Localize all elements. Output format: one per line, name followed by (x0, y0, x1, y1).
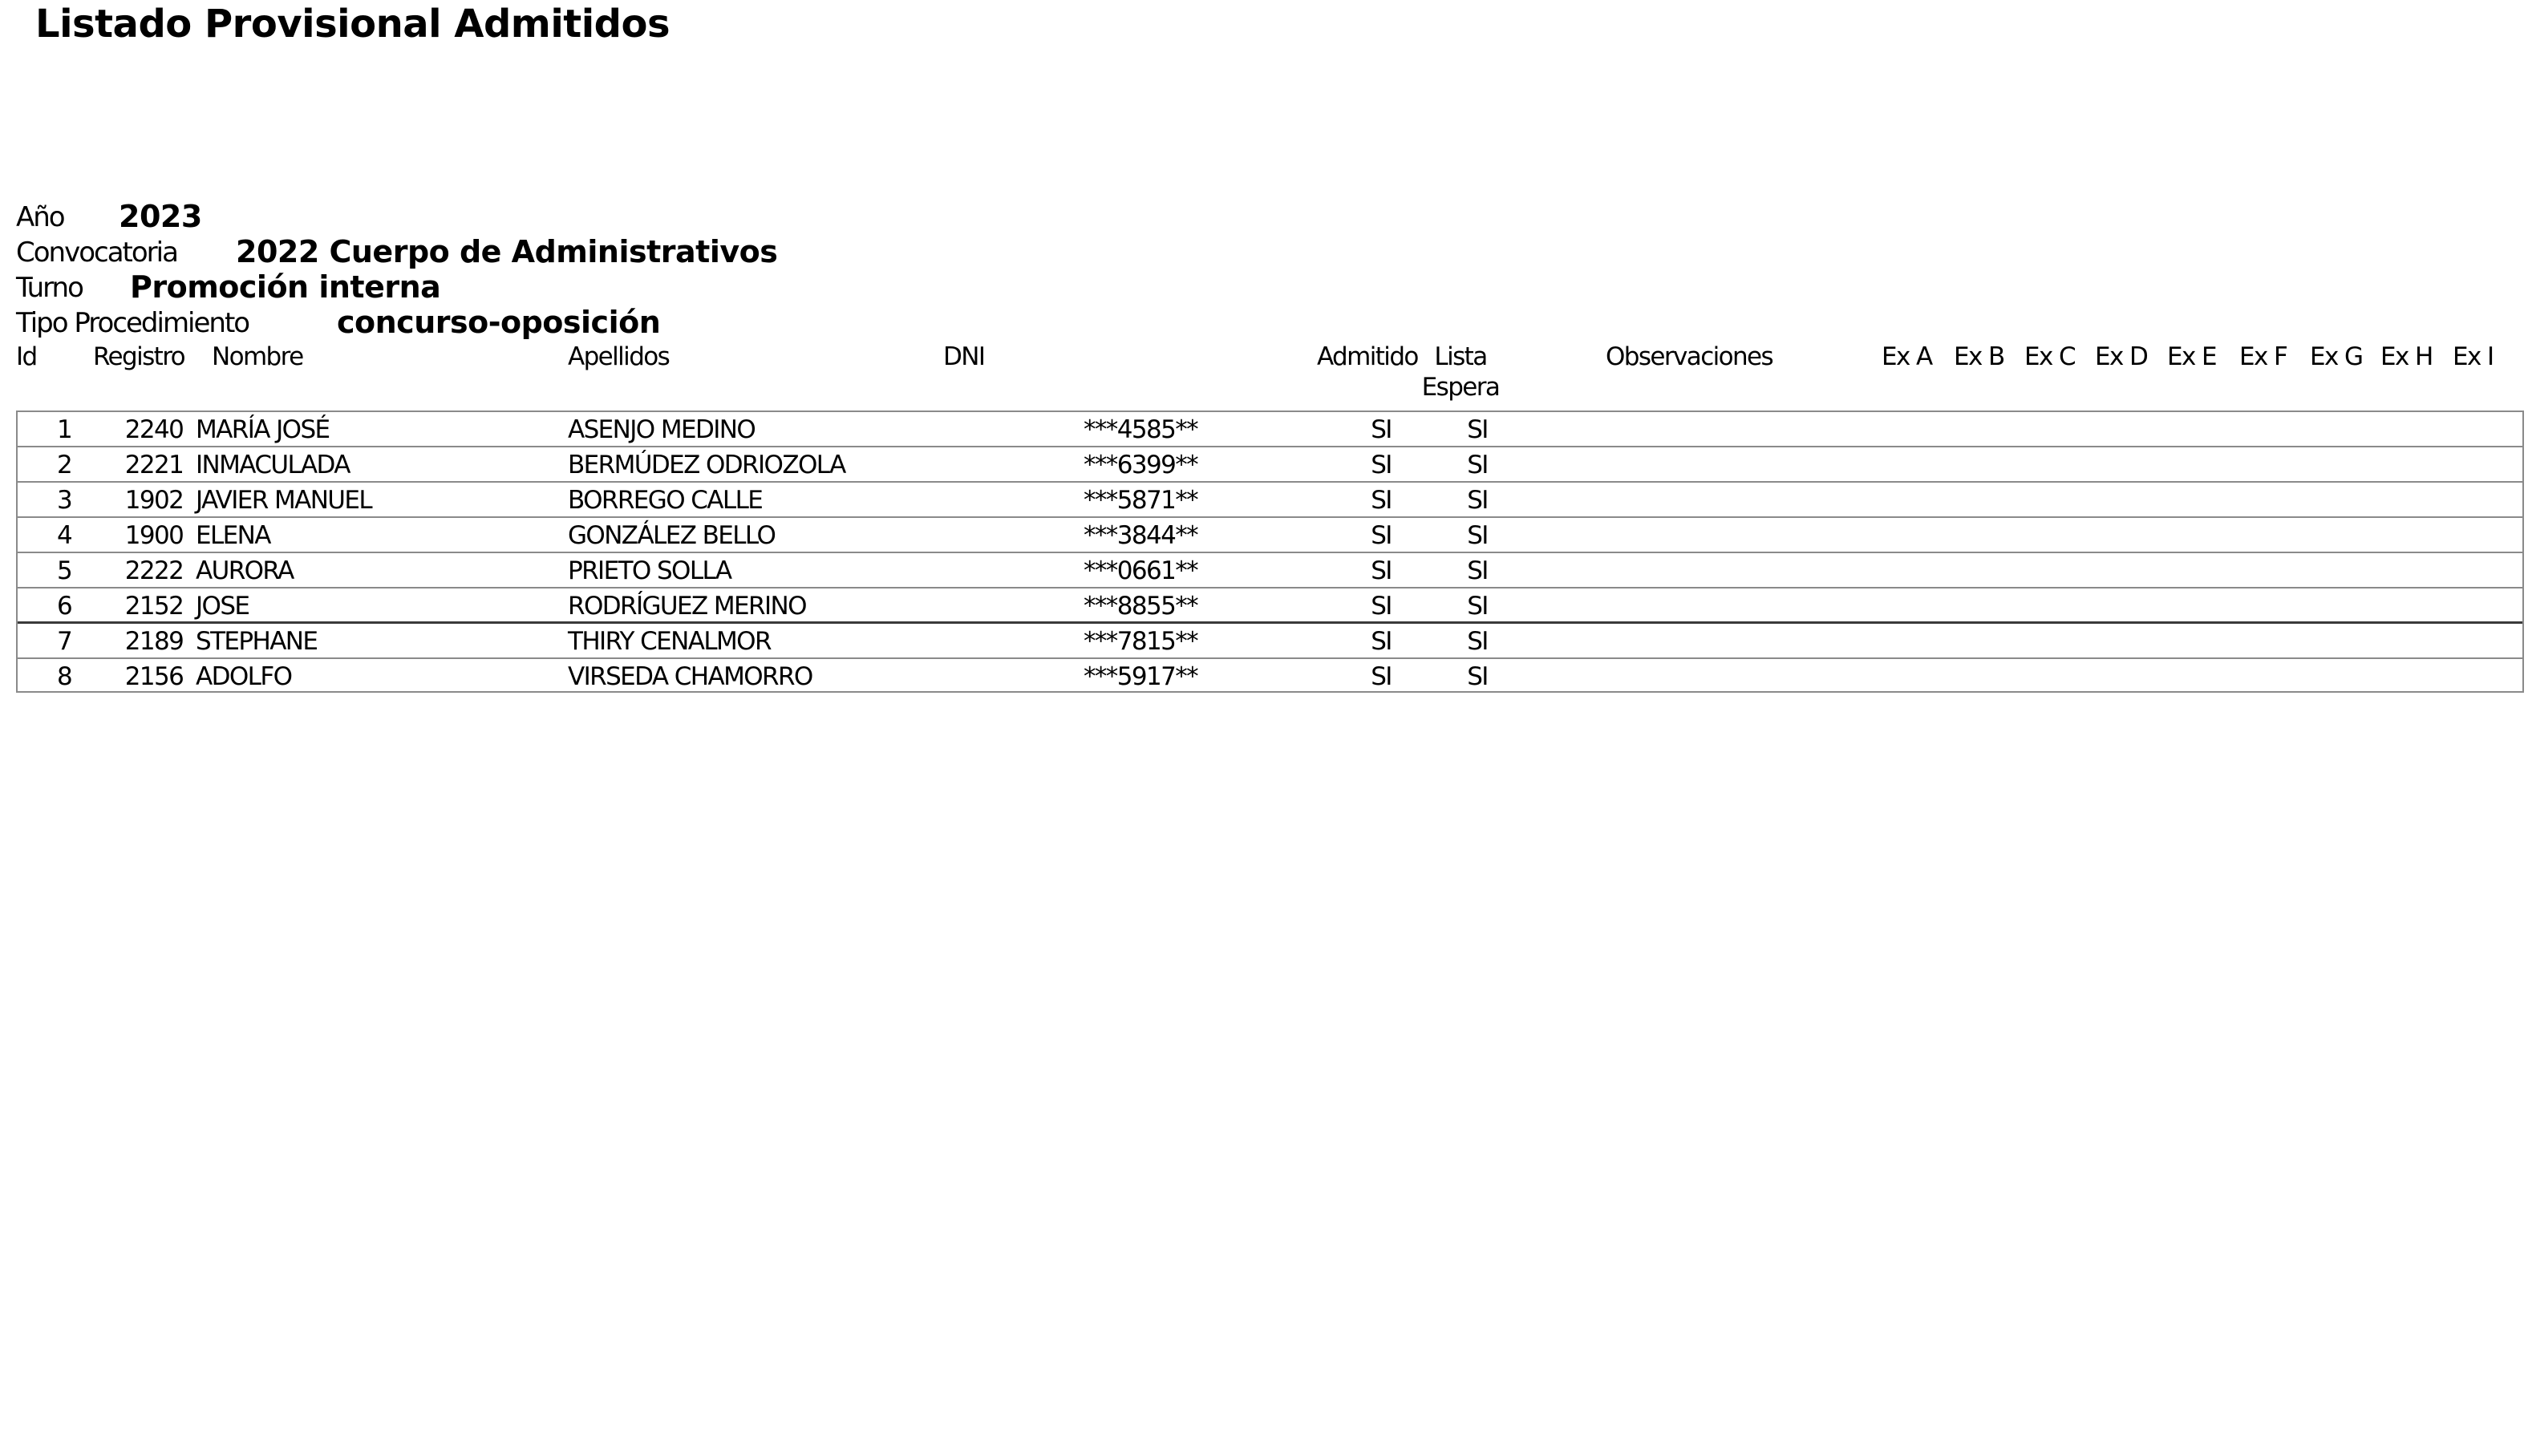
cell-nombre: STEPHANE (196, 627, 318, 656)
cell-nombre: INMACULADA (196, 451, 350, 479)
cell-dni: ***3844** (1084, 521, 1197, 550)
header-ex-h: Ex H (2380, 342, 2433, 371)
cell-apellidos: BORREGO CALLE (568, 486, 763, 515)
cell-registro: 2152 (124, 592, 184, 621)
table-row (18, 412, 2522, 447)
cell-dni: ***5871** (1084, 486, 1197, 515)
header-ex-i: Ex I (2453, 342, 2494, 371)
header-lista-espera (1412, 342, 1509, 402)
cell-admitido: SI (1371, 451, 1392, 479)
cell-registro: 2240 (124, 415, 184, 444)
cell-observaciones (1582, 553, 1822, 588)
cell-lista-espera: SI (1467, 592, 1488, 621)
cell-registro: 1900 (124, 521, 184, 550)
cell-apellidos: RODRÍGUEZ MERINO (568, 592, 806, 621)
cell-apellidos: PRIETO SOLLA (568, 556, 731, 585)
cell-nombre: MARÍA JOSÉ (196, 415, 330, 444)
cell-admitido: SI (1371, 556, 1392, 585)
cell-id: 5 (56, 556, 72, 585)
cell-apellidos: GONZÁLEZ BELLO (568, 521, 776, 550)
header-ex-b: Ex B (1954, 342, 2004, 371)
admitidos-table (16, 411, 2524, 693)
cell-lista-espera: SI (1467, 556, 1488, 585)
cell-id: 3 (56, 486, 72, 515)
cell-dni: ***4585** (1084, 415, 1197, 444)
anio-value: 2023 (119, 199, 202, 234)
header-ex-e: Ex E (2167, 342, 2216, 371)
header-registro: Registro (93, 342, 185, 371)
convocatoria-label: Convocatoria (16, 237, 177, 269)
cell-observaciones (1582, 518, 1822, 553)
cell-dni: ***5917** (1084, 662, 1197, 691)
cell-dni: ***8855** (1084, 592, 1197, 621)
anio-label: Año (16, 201, 64, 233)
table-row (18, 553, 2522, 588)
header-ex-f: Ex F (2239, 342, 2287, 371)
header-ex-g: Ex G (2310, 342, 2363, 371)
page-title: Listado Provisional Admitidos (35, 2, 670, 47)
tipo-procedimiento-label: Tipo Procedimiento (16, 307, 249, 339)
cell-id: 7 (56, 627, 72, 656)
cell-lista-espera: SI (1467, 627, 1488, 656)
cell-dni: ***7815** (1084, 627, 1197, 656)
cell-observaciones (1582, 624, 1822, 659)
cell-admitido: SI (1371, 662, 1392, 691)
cell-registro: 2189 (124, 627, 184, 656)
turno-value: Promoción interna (130, 269, 441, 305)
convocatoria-value: 2022 Cuerpo de Administrativos (236, 234, 778, 269)
header-observaciones: Observaciones (1606, 342, 1773, 371)
header-admitido: Admitido (1317, 342, 1418, 371)
cell-nombre: AURORA (196, 556, 294, 585)
cell-registro: 1902 (124, 486, 184, 515)
table-row (18, 518, 2522, 553)
header-lista-line2: Espera (1421, 373, 1500, 402)
header-apellidos: Apellidos (568, 342, 670, 371)
cell-lista-espera: SI (1467, 521, 1488, 550)
cell-admitido: SI (1371, 486, 1392, 515)
turno-label: Turno (16, 272, 83, 304)
table-row (18, 624, 2522, 659)
cell-observaciones (1582, 588, 1822, 624)
cell-observaciones (1582, 447, 1822, 483)
cell-nombre: JOSE (196, 592, 249, 621)
table-row (18, 447, 2522, 483)
cell-lista-espera: SI (1467, 451, 1488, 479)
cell-nombre: ADOLFO (196, 662, 292, 691)
cell-lista-espera: SI (1467, 486, 1488, 515)
cell-lista-espera: SI (1467, 662, 1488, 691)
header-ex-c: Ex C (2024, 342, 2076, 371)
header-nombre: Nombre (212, 342, 303, 371)
cell-id: 2 (56, 451, 72, 479)
table-row (18, 483, 2522, 518)
cell-admitido: SI (1371, 592, 1392, 621)
table-row (18, 659, 2522, 694)
header-ex-a: Ex A (1882, 342, 1932, 371)
cell-admitido: SI (1371, 415, 1392, 444)
cell-observaciones (1582, 483, 1822, 518)
cell-id: 1 (56, 415, 72, 444)
cell-admitido: SI (1371, 521, 1392, 550)
table-row (18, 588, 2522, 624)
cell-registro: 2156 (124, 662, 184, 691)
cell-id: 8 (56, 662, 72, 691)
cell-observaciones (1582, 659, 1822, 694)
header-ex-d: Ex D (2095, 342, 2148, 371)
header-id: Id (16, 342, 37, 371)
header-dni: DNI (943, 342, 985, 371)
cell-nombre: ELENA (196, 521, 270, 550)
cell-admitido: SI (1371, 627, 1392, 656)
cell-id: 6 (56, 592, 72, 621)
cell-dni: ***0661** (1084, 556, 1197, 585)
cell-registro: 2222 (124, 556, 184, 585)
header-lista-line1: Lista (1434, 342, 1487, 371)
cell-lista-espera: SI (1467, 415, 1488, 444)
cell-apellidos: THIRY CENALMOR (568, 627, 771, 656)
cell-nombre: JAVIER MANUEL (196, 486, 372, 515)
cell-observaciones (1582, 412, 1822, 447)
tipo-procedimiento-value: concurso-oposición (337, 305, 661, 340)
cell-apellidos: ASENJO MEDINO (568, 415, 756, 444)
cell-registro: 2221 (124, 451, 184, 479)
cell-dni: ***6399** (1084, 451, 1197, 479)
cell-apellidos: VIRSEDA CHAMORRO (568, 662, 812, 691)
cell-id: 4 (56, 521, 72, 550)
cell-apellidos: BERMÚDEZ ODRIOZOLA (568, 451, 845, 479)
